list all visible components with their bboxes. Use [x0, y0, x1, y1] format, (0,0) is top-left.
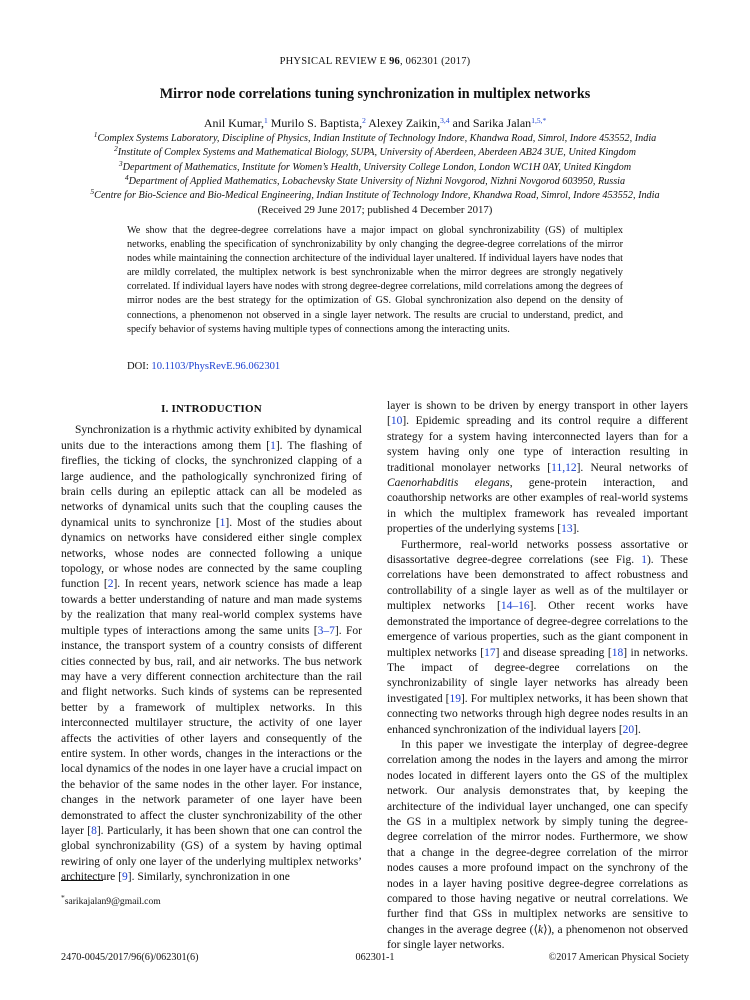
running-head: PHYSICAL REVIEW E 96, 062301 (2017)	[279, 56, 471, 67]
citation-link[interactable]: 14–16	[500, 600, 530, 613]
doi-line: DOI: 10.1103/PhysRevE.96.062301	[127, 361, 281, 372]
citation-link[interactable]: 2	[107, 578, 114, 591]
citation-link[interactable]: 20	[622, 723, 635, 736]
author: Alexey Zaikin,	[368, 116, 441, 130]
footnote: *sarikajalan9@gmail.com	[61, 893, 161, 907]
citation-link[interactable]: 3–7	[317, 624, 335, 637]
paragraph: layer is shown to be driven by energy transport in other layers [10]. Epidemic spreading and its control require a different strategy for a system having interconnected layers than for a system having only one type of interaction resulting in traditional monolayer networks [11,12]. Neural networks of Caenorhabditis elegans, gene-protein interaction, and coauthorship networks are other examples of real-world systems in which the multiplex framework has revealed important properties of the underlying systems [13].	[387, 400, 688, 536]
affiliation: $^1$Complex Systems Laboratory, Discipline of Physics, Indian Institute of Technology Indore, Khandwa Road, Simrol, Indore 453552, India	[93, 130, 657, 144]
author: Murilo S. Baptista,	[270, 116, 363, 130]
footnote-rule	[61, 880, 103, 881]
citation-link[interactable]: 17	[484, 646, 496, 659]
affiliation-ref[interactable]: 2	[362, 116, 366, 125]
citation-link[interactable]: 18	[611, 646, 624, 659]
abstract: We show that the degree-degree correlations have a major impact on global synchronizability (GS) of multiplex networks, enabling the specification of synchronizability by only changing the degree-degree correlations of the mirror nodes while maintaining the connection architecture of the individual layer unaltered. If individual layers have nodes that are mildly correlated, the multiplex network is best synchronizable when the mirror degrees are strongly negatively correlated. If individual layers have nodes with strong degree-degree correlations, mild correlations among the degrees of mirror nodes are the best strategy for the optimization of GS. Global synchronization also depend on the density of connections, a phenomenon not observed in a single layer network. The results are crucial to understand, predict, and specify behavior of systems having multiple types of connections among the interacting units.	[127, 225, 623, 335]
paragraph: In this paper we investigate the interplay of degree-degree correlation among the nodes in the layers and among the mirror nodes located in different layers onto the GS of the multiplex network. Our analysis demonstrates that, by keeping the architecture of the individual layer unchanged, one can specify the GS in a multiplex network by simply tuning the degree-degree correlation of the mirror nodes. Furthermore, we show that a change in the degree-degree correlation of the mirror nodes causes a more profound impact on the synchrony of the nodes in a layer having positive degree-degree correlations as compared to those having negative or neutral correlations. We further find that GSs in multiplex networks are sensitive to changes in the average degree (⟨k⟩), a phenomenon not observed for single layer networks.	[387, 738, 688, 952]
author-list	[40, 116, 710, 131]
paragraph: Synchronization is a rhythmic activity exhibited by dynamical units due to the interactions among them [1]. The flashing of fireflies, the ticking of clocks, the synchronized clapping of a large audience, and the pathologically synchronized firing of brain cells during an epileptic attack can all be modeled as networks of dynamical units such that the coupling causes the dynamical units to synchronize [1]. Most of the studies about dynamics on networks have considered either single complex networks, whose nodes are connected following a unique topology, or whose nodes are connected by the same coupling function [2]. In recent years, network science has made a leap towards a better understanding of nature and man made systems by the realization that many real-world complex systems have multiple types of interactions among the same units [3–7]. For instance, the transport system of a country consists of different cities connected by bus, rail, and air networks. The bus network may have a very different connection architecture than the rail and flight networks. Such kinds of systems can be represented better by a framework of multiplex networks. In this interconnected multilayer structure, the activity of one layer affects the activities of other layers and consequently of the entire system. In other words, changes in the interactions or the local dynamics of the nodes in one layer have a crucial impact on the behavior of the same nodes in the other layer. For instance, changes in the network parameter of one layer have been demonstrated to affect the cluster synchronizability of the other layer [8]. Particularly, it has been shown that one can control the global synchronizability (GS) of a system by having optimal rewiring of only one layer of the underlying multiplex networks’ architecture [9]. Similarly, synchronization in one	[61, 424, 362, 884]
section-heading: I. INTRODUCTION	[161, 403, 262, 415]
issn-line: 2470-0045/2017/96(6)/062301(6)	[61, 952, 199, 963]
page-number: 062301-1	[355, 952, 395, 963]
copyright: ©2017 American Physical Society	[548, 952, 689, 963]
citation-link[interactable]: 19	[449, 692, 461, 705]
author: and Sarika Jalan	[452, 116, 532, 130]
affiliation-ref[interactable]: 1,5,*	[531, 116, 547, 125]
received-dates: (Received 29 June 2017; published 4 December 2017)	[257, 204, 493, 216]
affiliation-ref[interactable]: 1	[264, 116, 268, 125]
citation-link[interactable]: 11,12	[551, 461, 577, 474]
affiliations	[30, 132, 720, 203]
paper-title: Mirror node correlations tuning synchronization in multiplex networks	[159, 86, 591, 102]
figure-link[interactable]: 1	[641, 554, 647, 567]
paragraph: Furthermore, real-world networks possess assortative or disassortative degree-degree correlations (see Fig. 1). These correlations have been demonstrated to affect robustness and controllability of a single layer as well as of the multilayer or multiplex networks [14–16]. Other recent works have demonstrated the importance of degree-degree correlations to the emergence of various properties, such as the giant component in multiplex networks [17] and disease spreading [18] in networks. The impact of degree-degree correlations on the synchronizability of single layer networks has already been investigated [19]. For multiplex networks, it has been shown that connecting two networks through high degree nodes results in an enhanced synchronization of the individual layers [20].	[387, 538, 689, 736]
left-column	[61, 402, 362, 886]
affiliation: $^5$Centre for Bio-Science and Bio-Medical Engineering, Indian Institute of Technology Indore, Khandwa Road, Simrol, Indore 453552, India	[90, 187, 660, 202]
citation-link[interactable]: 8	[91, 824, 97, 837]
affiliation: $^2$Institute of Complex Systems and Mathematical Biology, SUPA, University of Aberdeen, Aberdeen AB24 3UE, United Kingdom	[113, 144, 636, 159]
doi-link[interactable]: 10.1103/PhysRevE.96.062301	[151, 361, 281, 372]
affiliation: $^4$Department of Applied Mathematics, Lobachevsky State University of Nizhni Novgorod, Nizhni Novgorod 603950, Russia	[124, 172, 626, 187]
citation-link[interactable]: 9	[121, 871, 128, 884]
citation-link[interactable]: 13	[561, 523, 573, 536]
citation-link[interactable]: 1	[270, 439, 276, 452]
right-column	[387, 399, 688, 954]
citation-link[interactable]: 1	[219, 516, 226, 529]
affiliation: $^3$Department of Mathematics, Institute for Women’s Health, University College London, London WC1H 0AY, United Kingdom	[118, 158, 632, 173]
affiliation-ref[interactable]: 3,4	[440, 116, 450, 125]
author: Anil Kumar,	[203, 116, 264, 130]
citation-link[interactable]: 10	[390, 415, 403, 428]
